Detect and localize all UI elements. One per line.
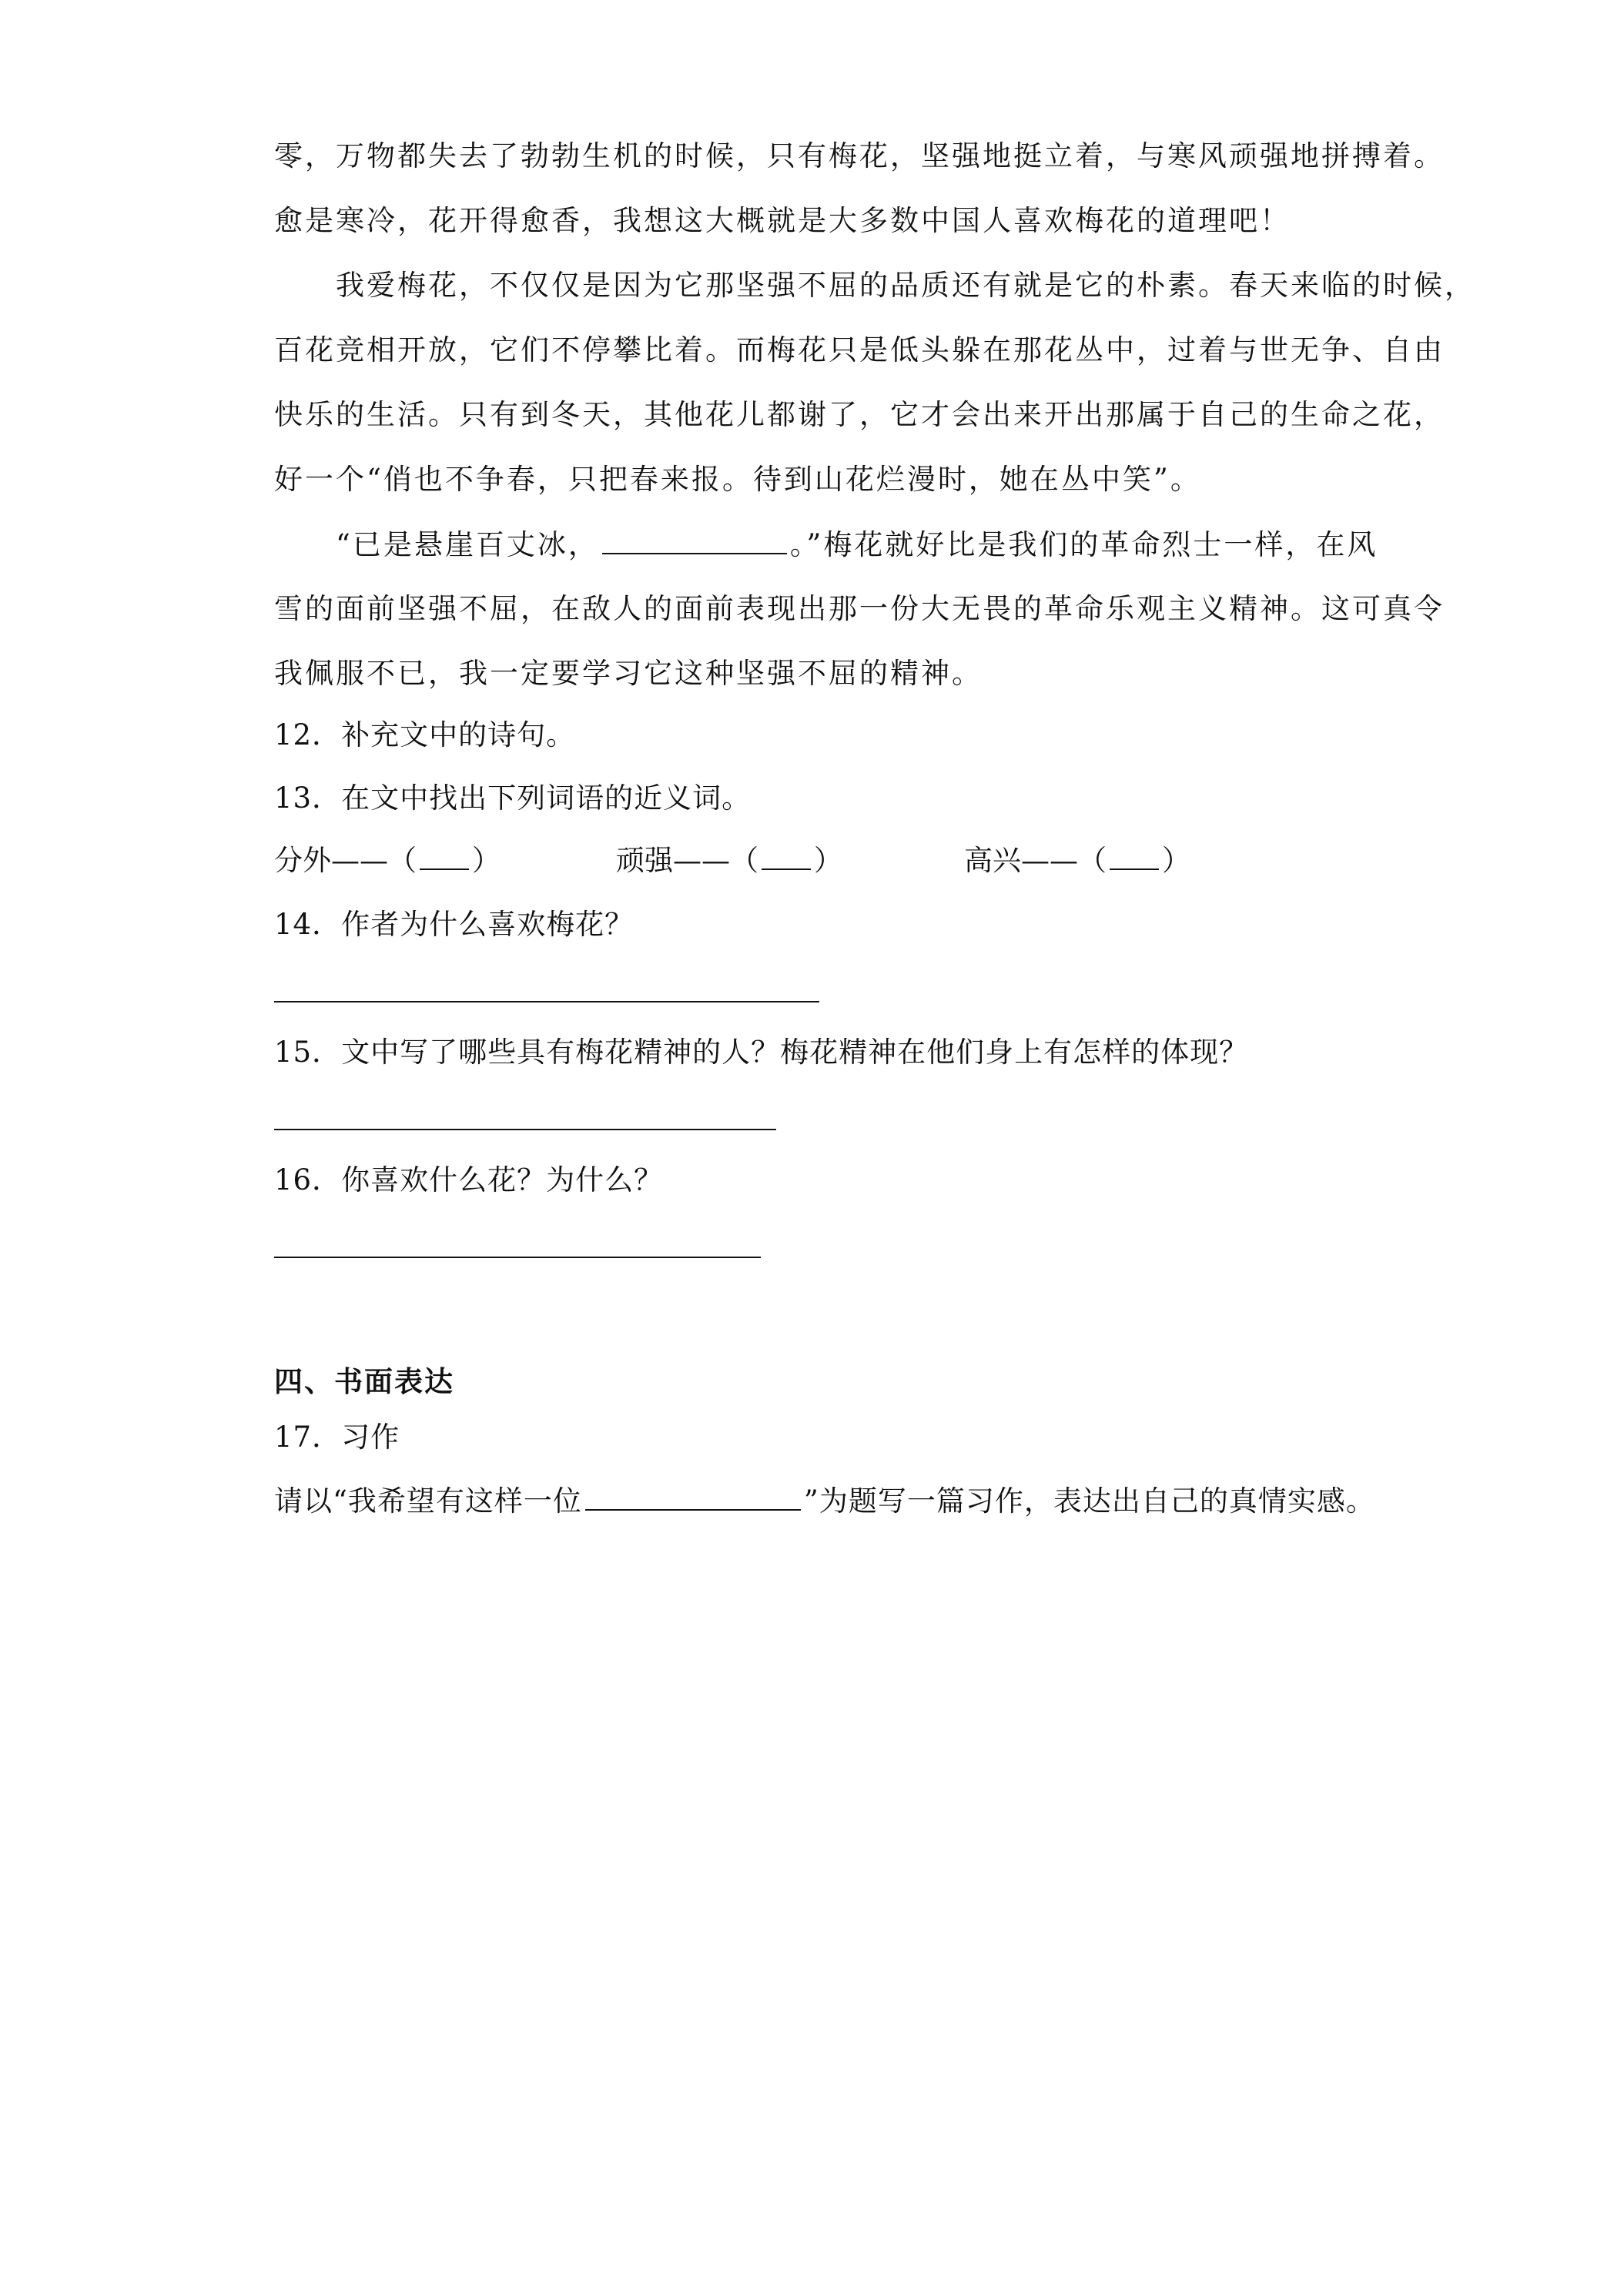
synonym-item [616,841,842,880]
passage-text: 。”梅花就好比是我们的革命烈士一样，在风 [789,528,1378,561]
answer-line-14[interactable] [274,1001,819,1002]
passage-line-with-blank [336,525,1460,564]
question-12: 12．补充文中的诗句。 [274,718,576,751]
passage-line: 我爱梅花，不仅仅是因为它那坚强不屈的品质还有就是它的朴素。春天来临的时候， [336,269,1475,302]
passage-line: 快乐的生活。只有到冬天，其他花儿都谢了，它才会出来开出那属于自己的生命之花， [274,398,1445,431]
section-heading: 四、书面表达 [274,1365,454,1398]
synonym-word: 高兴——（ [964,844,1107,877]
question-14: 14．作者为什么喜欢梅花？ [274,908,635,941]
answer-line-15[interactable] [274,1129,776,1130]
essay-prompt [274,1481,1398,1521]
question-17: 17．习作 [274,1421,400,1454]
question-13: 13．在文中找出下列词语的近义词。 [274,782,752,815]
synonym-close: ） [814,844,842,877]
passage-text: “已是悬崖百丈冰， [336,528,599,561]
essay-title-blank[interactable] [585,1481,801,1511]
synonym-close: ） [472,844,501,877]
question-15: 15．文中写了哪些具有梅花精神的人？梅花精神在他们身上有怎样的体现？ [274,1036,1249,1069]
synonym-blank[interactable] [420,841,469,870]
synonym-blank[interactable] [1110,841,1159,870]
passage-line: 零，万物都失去了勃勃生机的时候，只有梅花，坚强地挺立着，与寒风顽强地拼搏着。 [274,139,1445,172]
poem-blank[interactable] [602,525,787,554]
passage-line: 愈是寒冷，花开得愈香，我想这大概就是大多数中国人喜欢梅花的道理吧！ [274,204,1291,237]
passage-line: 雪的面前坚强不屈，在敌人的面前表现出那一份大无畏的革命乐观主义精神。这可真令 [274,592,1445,625]
prompt-text: 请以“我希望有这样一位 [274,1484,582,1518]
synonym-close: ） [1162,844,1190,877]
synonym-word: 顽强——（ [616,844,758,877]
question-16: 16．你喜欢什么花？为什么？ [274,1163,664,1197]
synonym-blank[interactable] [762,841,811,870]
synonym-item [274,841,501,880]
passage-line: 百花竞相开放，它们不停攀比着。而梅花只是低头躲在那花丛中，过着与世无争、自由 [274,333,1445,366]
synonym-item [964,841,1190,880]
prompt-text: ”为题写一篇习作，表达出自己的真情实感。 [803,1484,1375,1518]
passage-line: 好一个“俏也不争春，只把春来报。待到山花烂漫时，她在丛中笑”。 [274,463,1201,496]
passage-line: 我佩服不已，我一定要学习它这种坚强不屈的精神。 [274,657,983,690]
answer-line-16[interactable] [274,1257,761,1258]
synonym-word: 分外——（ [274,844,417,877]
